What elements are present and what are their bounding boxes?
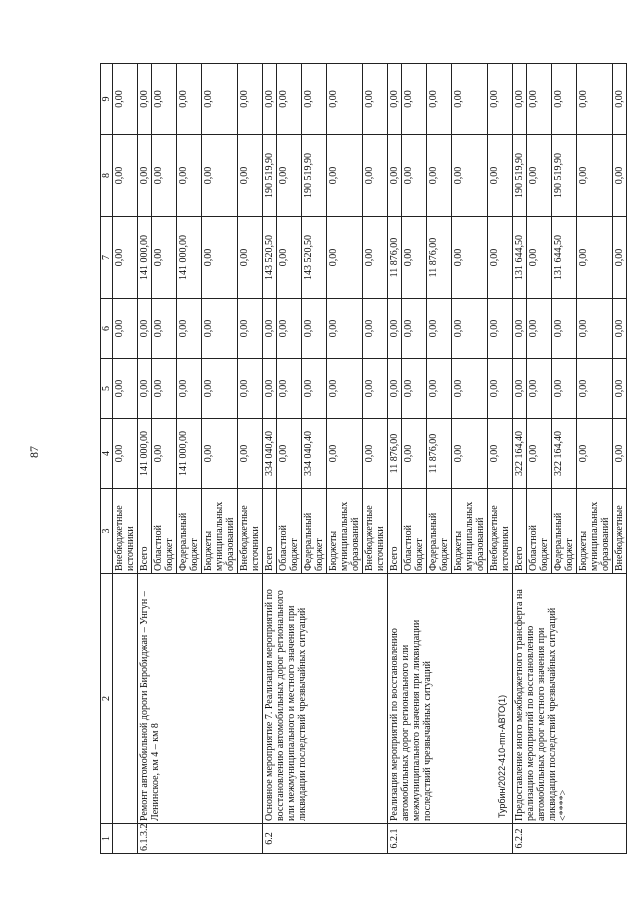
budget-table <box>100 63 627 854</box>
value-cell: 0,00 <box>238 419 263 489</box>
value-cell: 0,00 <box>402 359 427 419</box>
value-cell: 0,00 <box>152 64 177 135</box>
funding-source: Федеральный бюджет <box>177 489 202 574</box>
value-cell: 0,00 <box>138 299 152 359</box>
value-cell: 0,00 <box>238 135 263 217</box>
value-cell: 0,00 <box>363 135 388 217</box>
funding-source: Всего <box>138 489 152 574</box>
value-cell: 0,00 <box>577 135 613 217</box>
funding-source: Внебюджетные источники <box>238 489 263 574</box>
funding-source: Бюджеты муниципальных образований <box>327 489 363 574</box>
value-cell: 0,00 <box>577 299 613 359</box>
table-row <box>113 64 138 854</box>
value-cell: 0,00 <box>388 64 402 135</box>
value-cell: 0,00 <box>138 359 152 419</box>
value-cell: 0,00 <box>327 419 363 489</box>
value-cell: 0,00 <box>488 135 513 217</box>
value-cell: 0,00 <box>527 64 552 135</box>
funding-source: Областной бюджет <box>402 489 427 574</box>
value-cell: 190 519,90 <box>263 135 277 217</box>
value-cell: 0,00 <box>363 419 388 489</box>
value-cell: 11 876,00 <box>388 419 402 489</box>
column-header: 9 <box>101 64 113 135</box>
value-cell: 0,00 <box>427 64 452 135</box>
table-row <box>388 64 402 854</box>
value-cell: 0,00 <box>152 419 177 489</box>
value-cell: 190 519,90 <box>302 135 327 217</box>
value-cell: 0,00 <box>552 359 577 419</box>
value-cell: 0,00 <box>277 419 302 489</box>
funding-source: Федеральный бюджет <box>302 489 327 574</box>
value-cell: 11 876,00 <box>427 217 452 299</box>
funding-source: Бюджеты муниципальных образований <box>202 489 238 574</box>
row-code: 6.2.2 <box>513 824 627 854</box>
value-cell: 334 040,40 <box>302 419 327 489</box>
column-header: 2 <box>101 574 113 824</box>
rotated-table-container <box>100 64 625 854</box>
row-code: 6.2.1 <box>388 824 513 854</box>
value-cell: 0,00 <box>113 135 138 217</box>
value-cell: 0,00 <box>327 64 363 135</box>
value-cell: 0,00 <box>363 299 388 359</box>
value-cell: 0,00 <box>527 359 552 419</box>
value-cell: 0,00 <box>152 359 177 419</box>
value-cell: 0,00 <box>152 135 177 217</box>
funding-source: Бюджеты муниципальных образований <box>577 489 613 574</box>
value-cell: 0,00 <box>577 217 613 299</box>
funding-source: Всего <box>263 489 277 574</box>
value-cell: 0,00 <box>263 64 277 135</box>
column-header: 3 <box>101 489 113 574</box>
value-cell: 0,00 <box>177 64 202 135</box>
value-cell: 0,00 <box>277 217 302 299</box>
value-cell: 0,00 <box>388 135 402 217</box>
funding-source: Областной бюджет <box>152 489 177 574</box>
row-code: 6.1.3.2 <box>138 824 263 854</box>
value-cell: 0,00 <box>363 217 388 299</box>
value-cell: 0,00 <box>113 419 138 489</box>
column-header: 8 <box>101 135 113 217</box>
row-code <box>113 824 138 854</box>
funding-source: Внебюджетные источники <box>113 489 138 574</box>
value-cell: 0,00 <box>452 359 488 419</box>
value-cell: 0,00 <box>527 135 552 217</box>
value-cell: 0,00 <box>527 419 552 489</box>
value-cell: 0,00 <box>238 217 263 299</box>
value-cell: 190 519,90 <box>513 135 527 217</box>
value-cell: 0,00 <box>452 135 488 217</box>
value-cell: 0,00 <box>427 299 452 359</box>
value-cell: 0,00 <box>577 359 613 419</box>
value-cell: 0,00 <box>363 64 388 135</box>
value-cell: 0,00 <box>177 299 202 359</box>
value-cell: 0,00 <box>613 359 627 419</box>
value-cell: 0,00 <box>327 299 363 359</box>
value-cell: 0,00 <box>513 359 527 419</box>
value-cell: 0,00 <box>552 299 577 359</box>
value-cell: 0,00 <box>277 64 302 135</box>
value-cell: 0,00 <box>452 217 488 299</box>
value-cell: 0,00 <box>388 359 402 419</box>
value-cell: 0,00 <box>202 359 238 419</box>
column-header: 7 <box>101 217 113 299</box>
value-cell: 0,00 <box>402 217 427 299</box>
value-cell: 0,00 <box>452 299 488 359</box>
value-cell: 0,00 <box>527 299 552 359</box>
value-cell: 0,00 <box>527 217 552 299</box>
value-cell: 0,00 <box>138 64 152 135</box>
value-cell: 0,00 <box>513 64 527 135</box>
row-code: 6.2 <box>263 824 388 854</box>
value-cell: 0,00 <box>577 64 613 135</box>
table-row <box>513 64 527 854</box>
value-cell: 0,00 <box>152 217 177 299</box>
value-cell: 0,00 <box>427 359 452 419</box>
row-description: Основное мероприятие 7. Реализация мероприятий по восстановлению автомобильных дорог регионального или межмуниципального и местного значения при ликвидации последствий чрезвычайных ситуаций <box>263 574 388 824</box>
value-cell: 0,00 <box>238 299 263 359</box>
column-header: 5 <box>101 359 113 419</box>
funding-source: Областной бюджет <box>277 489 302 574</box>
funding-source: Областной бюджет <box>527 489 552 574</box>
funding-source: Внебюджетные источники <box>363 489 388 574</box>
value-cell: 0,00 <box>202 135 238 217</box>
value-cell: 0,00 <box>238 359 263 419</box>
value-cell: 141 000,00 <box>138 419 152 489</box>
value-cell: 0,00 <box>488 64 513 135</box>
value-cell: 0,00 <box>577 419 613 489</box>
funding-source: Федеральный бюджет <box>552 489 577 574</box>
value-cell: 0,00 <box>327 359 363 419</box>
value-cell: 0,00 <box>402 135 427 217</box>
value-cell: 0,00 <box>452 64 488 135</box>
value-cell: 0,00 <box>513 299 527 359</box>
document-code: Турбин/2022-410-mn-АВТО(1) <box>497 694 507 818</box>
value-cell: 0,00 <box>488 359 513 419</box>
value-cell: 11 876,00 <box>388 217 402 299</box>
value-cell: 0,00 <box>113 217 138 299</box>
value-cell: 0,00 <box>613 419 627 489</box>
value-cell: 0,00 <box>202 217 238 299</box>
value-cell: 131 644,50 <box>513 217 527 299</box>
value-cell: 0,00 <box>202 64 238 135</box>
column-header: 4 <box>101 419 113 489</box>
value-cell: 0,00 <box>152 299 177 359</box>
funding-source: Бюджеты муниципальных образований <box>452 489 488 574</box>
value-cell: 0,00 <box>277 299 302 359</box>
value-cell: 11 876,00 <box>427 419 452 489</box>
funding-source: Внебюджетные <box>613 489 627 574</box>
value-cell: 0,00 <box>488 299 513 359</box>
value-cell: 0,00 <box>177 135 202 217</box>
value-cell: 0,00 <box>552 64 577 135</box>
funding-source: Всего <box>388 489 402 574</box>
value-cell: 0,00 <box>202 299 238 359</box>
value-cell: 0,00 <box>402 419 427 489</box>
value-cell: 0,00 <box>402 299 427 359</box>
value-cell: 143 520,50 <box>263 217 277 299</box>
value-cell: 0,00 <box>388 299 402 359</box>
value-cell: 141 000,00 <box>138 217 152 299</box>
value-cell: 0,00 <box>113 299 138 359</box>
value-cell: 322 164,40 <box>552 419 577 489</box>
value-cell: 0,00 <box>138 135 152 217</box>
funding-source: Федеральный бюджет <box>427 489 452 574</box>
value-cell: 0,00 <box>238 64 263 135</box>
value-cell: 322 164,40 <box>513 419 527 489</box>
value-cell: 143 520,50 <box>302 217 327 299</box>
column-number-row <box>101 64 113 854</box>
value-cell: 0,00 <box>177 359 202 419</box>
funding-source: Внебюджетные источники <box>488 489 513 574</box>
value-cell: 0,00 <box>427 135 452 217</box>
value-cell: 0,00 <box>277 359 302 419</box>
column-header: 1 <box>101 824 113 854</box>
funding-source: Всего <box>513 489 527 574</box>
row-description <box>113 574 138 824</box>
table-row <box>138 64 152 854</box>
value-cell: 0,00 <box>113 359 138 419</box>
row-description: Ремонт автомобильной дороги Биробиджан – Унгун – Ленинское, км 4 – км 8 <box>138 574 263 824</box>
value-cell: 0,00 <box>277 135 302 217</box>
value-cell: 0,00 <box>452 419 488 489</box>
value-cell: 0,00 <box>488 217 513 299</box>
value-cell: 0,00 <box>263 359 277 419</box>
value-cell: 0,00 <box>202 419 238 489</box>
value-cell: 141 000,00 <box>177 419 202 489</box>
value-cell: 0,00 <box>613 64 627 135</box>
value-cell: 0,00 <box>263 299 277 359</box>
value-cell: 0,00 <box>327 135 363 217</box>
value-cell: 0,00 <box>302 299 327 359</box>
value-cell: 334 040,40 <box>263 419 277 489</box>
value-cell: 0,00 <box>402 64 427 135</box>
value-cell: 0,00 <box>302 359 327 419</box>
value-cell: 0,00 <box>363 359 388 419</box>
value-cell: 0,00 <box>113 64 138 135</box>
value-cell: 190 519,90 <box>552 135 577 217</box>
table-row <box>263 64 277 854</box>
value-cell: 0,00 <box>613 299 627 359</box>
value-cell: 0,00 <box>488 419 513 489</box>
column-header: 6 <box>101 299 113 359</box>
page-number: 87 <box>27 446 41 458</box>
value-cell: 0,00 <box>613 135 627 217</box>
value-cell: 141 000,00 <box>177 217 202 299</box>
value-cell: 131 644,50 <box>552 217 577 299</box>
value-cell: 0,00 <box>327 217 363 299</box>
row-description: Реализация мероприятий по восстановлению автомобильных дорог регионального или межмуниципального значения при ликвидации последствий чрезвычайных ситуаций <box>388 574 513 824</box>
value-cell: 0,00 <box>613 217 627 299</box>
value-cell: 0,00 <box>302 64 327 135</box>
row-description: Предоставление иного межбюджетного трансферта на реализацию мероприятий по восстановлению автомобильных дорог местного значения при ликвидации последствий чрезвычайных ситуаций <****> <box>513 574 627 824</box>
